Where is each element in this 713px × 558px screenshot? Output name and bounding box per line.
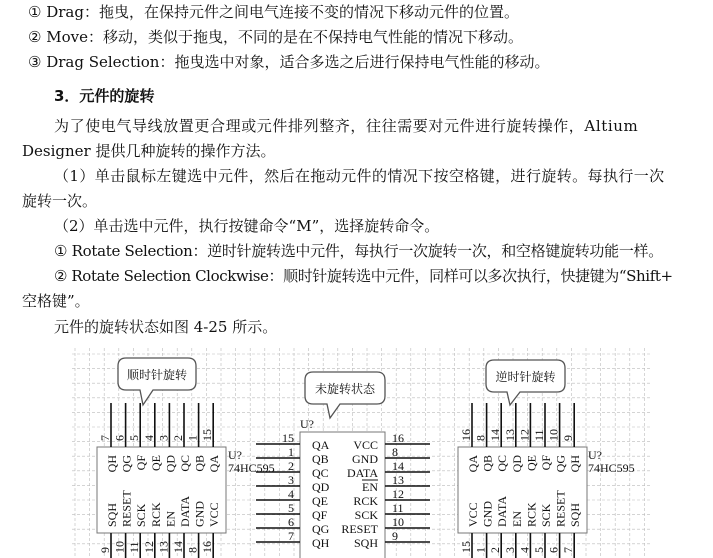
pin-number: 8 (392, 445, 398, 459)
pin-name: QB (480, 455, 495, 472)
pin-name: QD (312, 480, 330, 494)
pin-number: 4 (141, 435, 156, 441)
pin-number: 14 (488, 429, 503, 441)
pin-name: QB (192, 455, 207, 472)
pin-name: DATA (178, 495, 192, 527)
pin-number: 7 (288, 529, 294, 543)
pin-number: 12 (141, 541, 156, 553)
pin-number: 10 (546, 429, 561, 441)
pin-number: 6 (112, 435, 127, 441)
pin-number: 9 (561, 435, 576, 441)
pin-number: 13 (502, 429, 517, 441)
pin-name: QA (207, 455, 222, 473)
pin-number: 9 (98, 547, 112, 553)
pin-name: EN (163, 511, 178, 527)
pin-number: 11 (127, 541, 142, 553)
pin-name: DATA (346, 466, 378, 480)
pin-name: QC (178, 455, 192, 472)
pin-name: QG (119, 455, 134, 473)
pin-name: VCC (207, 502, 222, 527)
part-name: 74HC595 (228, 461, 275, 475)
pin-name: QC (312, 466, 329, 480)
pin-number: 14 (171, 541, 185, 553)
pin-name: EN (509, 511, 524, 527)
pin-name: SCK (354, 508, 378, 522)
pin-name: QE (148, 455, 163, 471)
pin-number: 10 (112, 541, 127, 553)
pin-number: 4 (288, 487, 294, 501)
pin-name: QF (539, 455, 553, 471)
pin-name: QF (312, 508, 328, 522)
pin-name: RESET (341, 522, 378, 536)
pin-number: 13 (392, 473, 404, 487)
pin-number: 15 (282, 431, 294, 445)
pin-name: QC (495, 455, 510, 472)
pin-number: 16 (459, 429, 473, 441)
pin-number: 6 (546, 547, 561, 553)
paragraph: 为了使电气导线放置更合理或元件排列整齐，往往需要对元件进行旋转操作，Altium (54, 117, 639, 135)
pin-name: SQH (353, 536, 378, 550)
list-item-drag-selection: ③ Drag Selection：拖曳选中对象，适合多选之后进行保持电气性能的移动。 (28, 53, 550, 71)
figure-caption-ref: 元件的旋转状态如图 4-25 所示。 (54, 318, 278, 336)
pin-number: 15 (459, 541, 473, 553)
paragraph: （1）单击鼠标左键选中元件，然后在拖动元件的情况下按空格键，进行旋转。每执行一次 (54, 167, 665, 185)
pin-name: QA (312, 438, 330, 452)
pin-number: 5 (532, 547, 546, 553)
pin-name: VCC (353, 438, 378, 452)
pin-name: RESET (553, 490, 568, 527)
pin-name: VCC (466, 502, 480, 527)
list-item-rotate: ① Rotate Selection：逆时针旋转选中元件，每执行一次旋转一次，和空格键旋转功能一样。 (54, 242, 663, 260)
designator: U? (300, 417, 314, 431)
pin-name: GND (192, 501, 207, 527)
pin-name: RESET (119, 490, 134, 527)
pin-name: QB (312, 452, 329, 466)
pin-number: 3 (156, 435, 171, 441)
pin-number: 2 (488, 547, 503, 553)
pin-number: 6 (288, 515, 294, 529)
pin-number: 5 (288, 501, 294, 515)
pin-name: QH (105, 455, 119, 473)
pin-number: 13 (156, 541, 171, 553)
pin-name: DATA (495, 495, 510, 527)
pin-number: 7 (561, 547, 576, 553)
pin-name: SQH (568, 502, 583, 527)
pin-number: 12 (517, 429, 532, 441)
pin-number: 1 (185, 435, 200, 441)
pin-name: RCK (148, 502, 163, 527)
pin-number: 2 (171, 435, 185, 441)
section-heading: 3．元件的旋转 (54, 87, 155, 105)
pin-number: 9 (392, 529, 398, 543)
pin-name: QE (524, 455, 539, 471)
pin-number: 3 (288, 473, 294, 487)
pin-number: 1 (288, 445, 294, 459)
pin-name: GND (480, 501, 495, 527)
pin-name: SQH (105, 502, 119, 527)
designator: U? (588, 448, 602, 462)
bubble-unrotated-label: 未旋转状态 (314, 382, 376, 396)
pin-name: RCK (524, 502, 539, 527)
paragraph: Designer 提供几种旋转的操作方法。 (22, 142, 276, 160)
paragraph: 旋转一次。 (22, 192, 98, 210)
pin-number: 16 (392, 431, 404, 445)
pin-number: 1 (473, 547, 488, 553)
rotation-figure (72, 348, 652, 558)
pin-name: QH (568, 455, 583, 473)
pin-name: SCK (134, 503, 149, 527)
list-item-move: ② Move：移动，类似于拖曳，不同的是在不保持电气性能的情况下移动。 (28, 28, 523, 46)
pin-number: 11 (532, 429, 546, 441)
bubble-clockwise-label: 顺时针旋转 (126, 368, 188, 382)
pin-name: QH (312, 536, 330, 550)
pin-name: QG (553, 455, 568, 473)
pin-name: SCK (539, 503, 553, 527)
designator: U? (228, 448, 242, 462)
pin-name: QF (134, 455, 149, 471)
paragraph: （2）单击选中元件，执行按键命令“M”，选择旋转命令。 (54, 217, 440, 235)
pin-number: 5 (127, 435, 142, 441)
pin-number: 10 (392, 515, 404, 529)
pin-number: 7 (98, 435, 112, 441)
list-item-drag: ① Drag：拖曳，在保持元件之间电气连接不变的情况下移动元件的位置。 (28, 3, 519, 21)
pin-number: 3 (502, 547, 517, 553)
pin-name: EN (362, 480, 378, 494)
pin-number: 14 (392, 459, 404, 473)
pin-number: 2 (288, 459, 294, 473)
paragraph: 空格键”。 (22, 292, 90, 310)
pin-name: QG (312, 522, 330, 536)
bubble-counterclockwise-label: 逆时针旋转 (495, 370, 556, 384)
part-name: 74HC595 (588, 461, 635, 475)
pin-number: 12 (392, 487, 404, 501)
pin-name: RCK (353, 494, 378, 508)
pin-number: 8 (473, 435, 488, 441)
pin-number: 15 (200, 429, 215, 441)
pin-name: QE (312, 494, 328, 508)
pin-name: QA (466, 455, 480, 473)
pin-name: GND (352, 452, 378, 466)
list-item-rotate-cw: ② Rotate Selection Clockwise：顺时针旋转选中元件，同样可以多次执行，快捷键为“Shift+ (54, 267, 673, 285)
pin-number: 8 (185, 547, 200, 553)
pin-number: 16 (200, 541, 215, 553)
pin-name: QD (509, 455, 524, 473)
pin-name: QD (163, 455, 178, 473)
pin-number: 11 (392, 501, 404, 515)
pin-number: 4 (517, 547, 532, 553)
